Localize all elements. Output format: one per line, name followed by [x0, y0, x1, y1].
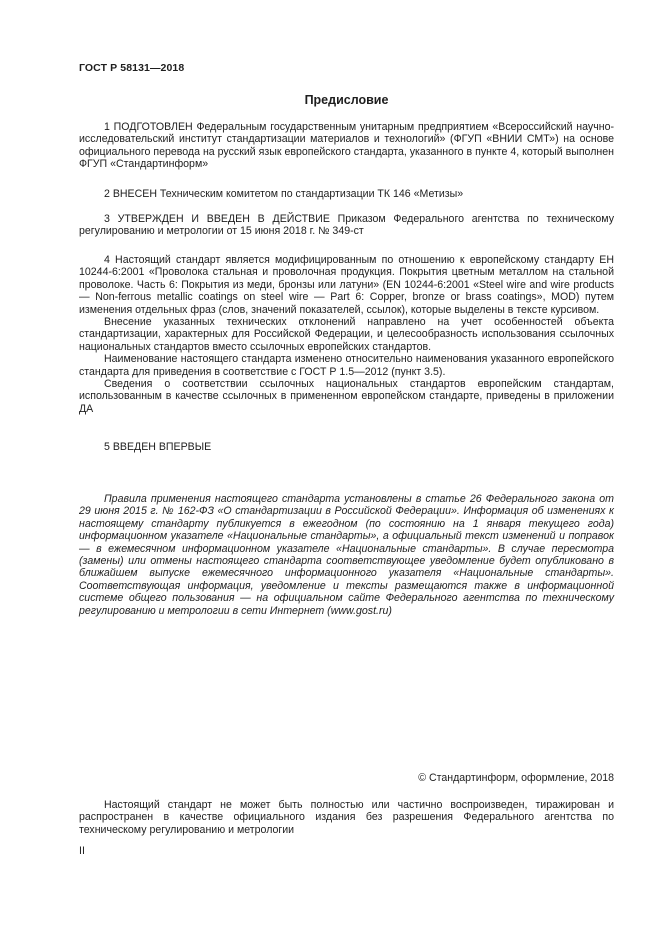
page-number: II	[79, 845, 85, 857]
item-4-paragraph-3: Наименование настоящего стандарта изменено относительно наименования указанного европейского стандарта для приведения в соответствие с ГОСТ Р 1.5—2012 (пункт 3.5).	[79, 353, 614, 378]
item-4-paragraph-4: Сведения о соответствии ссылочных национальных стандартов европейским стандартам, использованным в качестве ссылочных в примененном европейском стандарте, приведены в приложении ДА	[79, 378, 614, 415]
standard-notice-block	[79, 493, 614, 617]
reproduction-notice-text: Настоящий стандарт не может быть полностью или частично воспроизведен, тиражирован и распространен в качестве официального издания без разрешения Федерального агентства по техническому регулированию и метрологии	[79, 799, 614, 836]
item-4-paragraph-2: Внесение указанных технических отклонений направлено на учет особенностей объекта стандартизации, характерных для Российской Федерации, и целесообразность использования ссылочных национальных стандартов вместо ссылочных европейских стандартов.	[79, 316, 614, 353]
item-1-block	[79, 121, 614, 171]
reproduction-notice-block	[79, 799, 614, 836]
item-2-block	[79, 188, 614, 200]
item-5-block	[79, 441, 614, 453]
page-title: Предисловие	[304, 93, 389, 107]
item-1-text: 1 ПОДГОТОВЛЕН Федеральным государственным унитарным предприятием «Всероссийский научно-исследовательский институт стандартизации материалов и технологий» (ФГУП «ВНИИ СМТ») на основе официального перевода на русский язык европейского стандарта, указанного в пункте 4, который выполнен ФГУП «Стандартинформ»	[79, 121, 614, 171]
item-4-paragraph-1: 4 Настоящий стандарт является модифицированным по отношению к европейскому стандарту ЕН 10244-6:2001 «Проволока стальная и проволочная продукция. Покрытия цветным металлом на стальной проволоке. Часть 6: Покрытия из меди, бронзы или латуни» (EN 10244-6:2001 «Steel wire and wire products — Non-ferrous metallic coatings on steel wire — Part 6: Copper, bronze or brass coatings», MOD) путем изменения отдельных фраз (слов, значений показателей, ссылок), которые выделены в тексте курсивом.	[79, 254, 614, 316]
standard-notice-text: Правила применения настоящего стандарта установлены в статье 26 Федерального закона от 29 июня 2015 г. № 162-ФЗ «О стандартизации в Российской Федерации». Информация об изменениях к настоящему стандарту публикуется в ежегодном (по состоянию на 1 января текущего года) информационном указателе «Национальные стандарты», а официальный текст изменений и поправок — в ежемесячном информационном указателе «Национальные стандарты». В случае пересмотра (замены) или отмены настоящего стандарта соответствующее уведомление будет опубликовано в ближайшем выпуске ежемесячного информационного указателя «Национальные стандарты». Соответствующая информация, уведомление и тексты размещаются также в информационной системе общего пользования — на официальном сайте Федерального агентства по техническому регулированию и метрологии в сети Интернет (www.gost.ru)	[79, 493, 614, 617]
item-2-text: 2 ВНЕСЕН Техническим комитетом по стандартизации ТК 146 «Метизы»	[104, 188, 464, 200]
item-3-text: 3 УТВЕРЖДЕН И ВВЕДЕН В ДЕЙСТВИЕ Приказом Федерального агентства по техническому регулированию и метрологии от 15 июня 2018 г. № 349-ст	[79, 213, 614, 238]
item-4-block	[79, 254, 614, 415]
item-5-text: 5 ВВЕДЕН ВПЕРВЫЕ	[104, 441, 212, 453]
item-3-block	[79, 213, 614, 238]
document-code: ГОСТ Р 58131—2018	[79, 62, 185, 74]
copyright-line: © Стандартинформ, оформление, 2018	[418, 772, 614, 784]
